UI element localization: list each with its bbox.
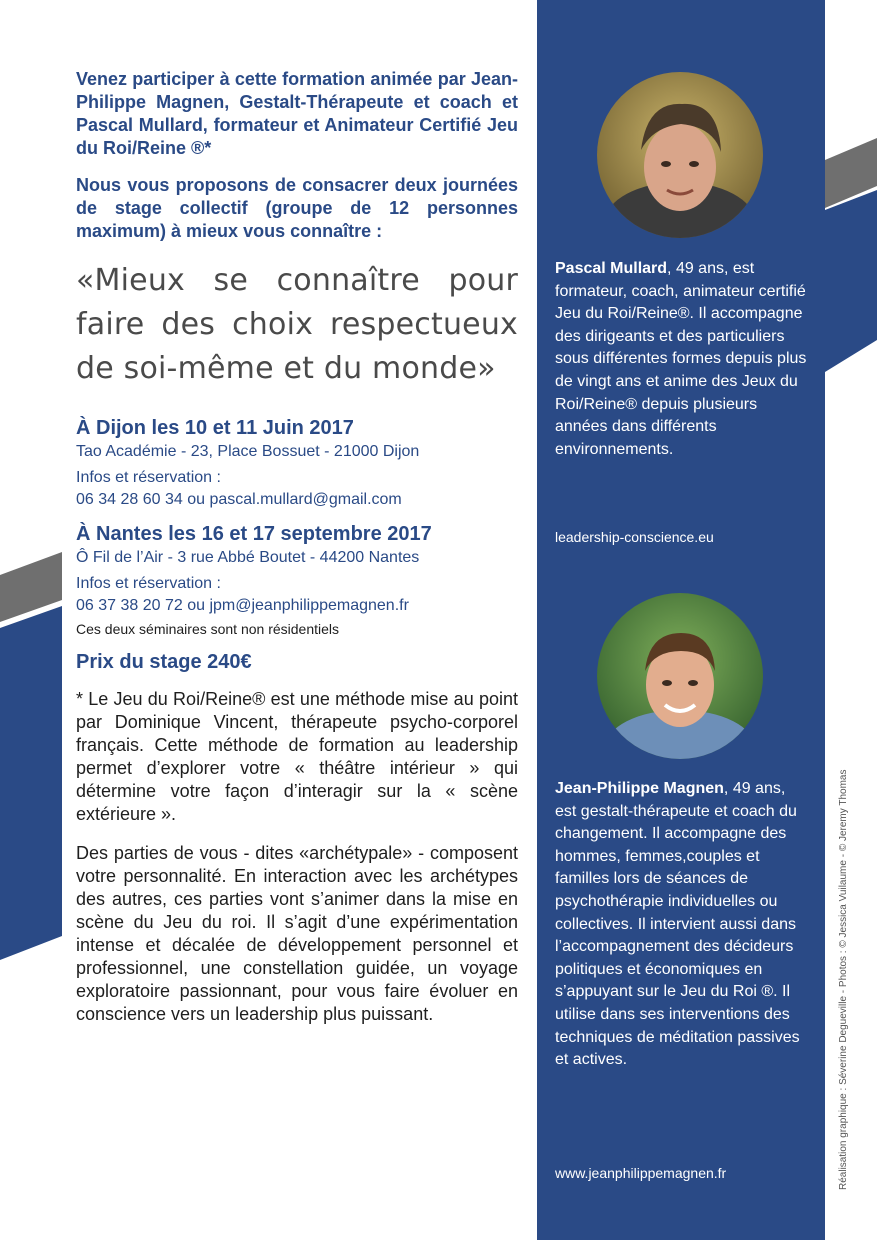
bio-text: , 49 ans, est formateur, coach, animateur certifié Jeu du Roi/Reine®. Il accompagne des dirigeants et des particuliers sous différentes formes depuis plus de vingt ans et anime des Jeux du Roi/Reine® depuis plusieurs années dans différents environnements.: [555, 260, 807, 458]
bio-name: Pascal Mullard: [555, 260, 668, 277]
bio-name: Jean-Philippe Magnen: [555, 780, 724, 797]
pascal-mullard-photo: [597, 72, 763, 238]
event-address: Tao Académie - 23, Place Bossuet - 21000 Dijon: [76, 443, 420, 460]
event-title: À Dijon les 10 et 11 Juin 2017: [76, 417, 354, 439]
event-title: À Nantes les 16 et 17 septembre 2017: [76, 523, 432, 545]
event-contact[interactable]: 06 37 38 20 72 ou jpm@jeanphilippemagnen.fr: [76, 597, 409, 614]
headline-quote: «Mieux se connaître pour faire des choix respectueux de soi-même et du monde»: [76, 263, 518, 386]
pascal-website-link[interactable]: leadership-conscience.eu: [555, 529, 714, 545]
main-content: [76, 68, 518, 1042]
event-info-label: Infos et réservation :: [76, 575, 221, 592]
jean-philippe-magnen-bio: [555, 778, 810, 1072]
intro-paragraph-2: Nous vous proposons de consacrer deux journées de stage collectif (groupe de 12 personnes maximum) à mieux vous connaître :: [76, 175, 518, 241]
event-info-label: Infos et réservation :: [76, 469, 221, 486]
jean-philippe-magnen-photo: [597, 593, 763, 759]
event-nantes: [76, 521, 518, 617]
method-paragraph: * Le Jeu du Roi/Reine® est une méthode mise au point par Dominique Vincent, thérapeute psycho-corporel français. Cette méthode de formation au leadership permet d’explorer votre « théâtre intérieur » qui détermine votre façon d’interagir sur la « scène extérieure ».: [76, 689, 518, 824]
event-dijon: [76, 415, 518, 511]
bio-text: , 49 ans, est gestalt-thérapeute et coach du changement. Il accompagne des hommes, femmes,couples et familles lors de séances de psychothérapie individuelles ou collectives. Il intervient aussi dans l’accompagnement des décideurs politiques et économiques en s’appuyant sur le Jeu du Roi ®. Il utilise dans ses interventions des techniques de méditation passives et actives.: [555, 780, 800, 1069]
event-address: Ô Fil de l’Air - 3 rue Abbé Boutet - 44200 Nantes: [76, 549, 420, 566]
jean-philippe-website-link[interactable]: www.jeanphilippemagnen.fr: [555, 1165, 727, 1181]
intro-paragraph-1: Venez participer à cette formation animée par Jean-Philippe Magnen, Gestalt-Thérapeute et coach et Pascal Mullard, formateur et Animateur Certifié Jeu du Roi/Reine ®*: [76, 69, 518, 158]
price-label: Prix du stage 240€: [76, 651, 252, 673]
event-contact[interactable]: 06 34 28 60 34 ou pascal.mullard@gmail.com: [76, 491, 402, 508]
residential-note: Ces deux séminaires sont non résidentiels: [76, 621, 340, 637]
archetype-paragraph: Des parties de vous - dites «archétypale» - composent votre personnalité. En interaction avec les archétypes des autres, ces parties vont s’animer dans la mise en scène du Jeu du roi. Il s’agit d’une expérimentation intense et décalée de développement personnel et professionnel, une constellation guidée, un voyage exploratoire passionnant, pour vous faire évoluer en conscience vers un leadership plus puissant.: [76, 843, 518, 1024]
pascal-mullard-bio: [555, 258, 810, 461]
photo-credits: Réalisation graphique : Séverine Degueville - Photos : © Jessica Vuilaume - © Jeremy Thomas: [838, 769, 849, 1190]
